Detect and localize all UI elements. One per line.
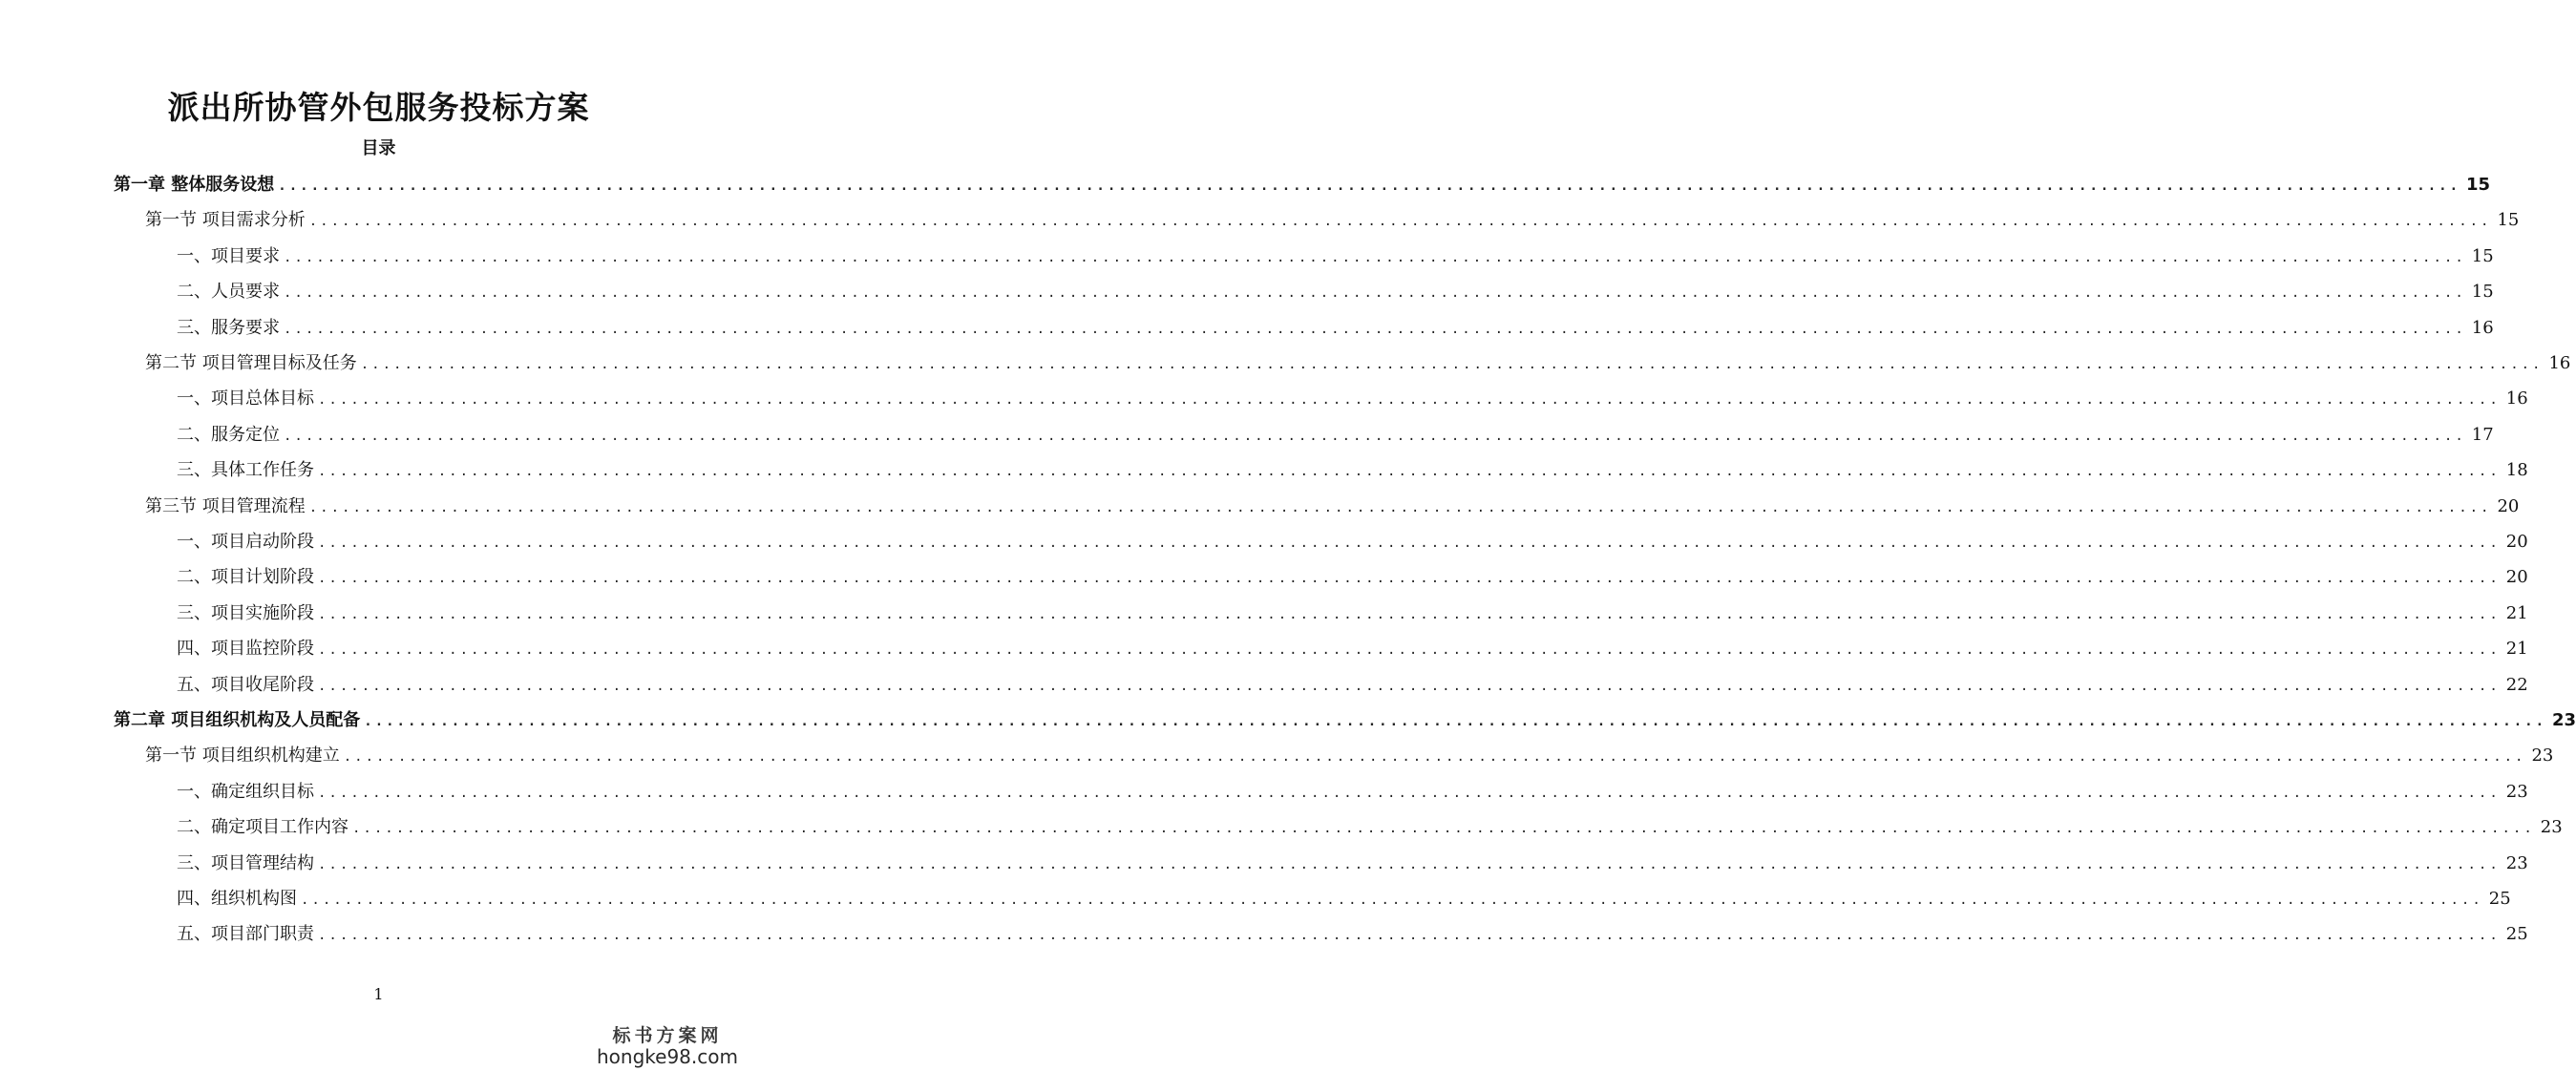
toc-entry-label: 四、组织机构图 (177, 889, 297, 909)
toc-entry-page: 23 (2505, 781, 2528, 802)
toc-entry[interactable] (177, 240, 2494, 268)
toc-entry-page: 17 (2471, 424, 2494, 445)
toc-entry[interactable] (145, 346, 2571, 375)
toc-leader-dots: ........................................................................................................................................................................................................ (318, 536, 2501, 551)
toc-entry-label: 第二章 项目组织机构及人员配备 (114, 710, 361, 730)
toc-entry-label: 五、项目收尾阶段 (177, 674, 314, 695)
toc-leader-dots: ........................................................................................................................................................................................................ (318, 678, 2501, 694)
toc-leader-dots: ........................................................................................................................................................................................................ (318, 856, 2501, 872)
toc-entry-label: 第一节 项目需求分析 (145, 210, 306, 231)
toc-leader-dots: ........................................................................................................................................................................................................ (301, 892, 2483, 908)
toc-entry-page: 23 (2531, 746, 2554, 766)
toc-entry[interactable] (177, 453, 2528, 482)
toc-leader-dots: ........................................................................................................................................................................................................ (318, 642, 2501, 659)
toc-entry[interactable] (145, 739, 2554, 767)
toc-entry-page: 20 (2497, 495, 2520, 516)
toc-entry-label: 二、服务定位 (177, 424, 280, 445)
toc-leader-dots: ........................................................................................................................................................................................................ (284, 321, 2466, 337)
toc-leader-dots: ........................................................................................................................................................................................................ (284, 249, 2466, 265)
toc-entry[interactable] (177, 668, 2528, 697)
toc-entry[interactable] (177, 882, 2511, 911)
toc-entry-page: 15 (2471, 245, 2494, 266)
toc-entry-page: 16 (2471, 317, 2494, 338)
toc-leader-dots: ........................................................................................................................................................................................................ (318, 464, 2501, 480)
toc-leader-dots: ........................................................................................................................................................................................................ (360, 357, 2544, 372)
toc-leader-dots: ........................................................................................................................................................................................................ (352, 821, 2535, 837)
toc-leader-dots: ........................................................................................................................................................................................................ (284, 428, 2466, 444)
toc-entry-page: 22 (2505, 674, 2528, 695)
toc-entry[interactable] (177, 525, 2528, 554)
toc-entry-label: 三、服务要求 (177, 317, 280, 338)
page-number: 1 (373, 985, 384, 1003)
toc-entry-page: 25 (2488, 889, 2511, 909)
toc-entry-page: 20 (2505, 532, 2528, 552)
toc-entry-label: 第一章 整体服务设想 (114, 175, 275, 195)
toc-entry[interactable] (145, 490, 2520, 518)
toc-entry-page: 21 (2505, 639, 2528, 660)
watermark-url-text: hongke98.com (597, 1045, 738, 1068)
toc-leader-dots: ........................................................................................................................................................................................................ (318, 571, 2501, 587)
toc-entry[interactable] (177, 632, 2528, 661)
toc-entry[interactable] (177, 597, 2528, 625)
watermark-chinese-text: 标书方案网 (612, 1025, 723, 1046)
toc-entry-page: 15 (2466, 175, 2491, 195)
toc-entry-label: 五、项目部门职责 (177, 924, 314, 945)
toc-entry[interactable] (177, 847, 2528, 875)
toc-entry-label: 第一节 项目组织机构建立 (145, 746, 340, 766)
toc-leader-dots: ........................................................................................................................................................................................................ (318, 785, 2501, 801)
toc-entry-page: 23 (2552, 710, 2576, 730)
toc-entry-label: 二、人员要求 (177, 282, 280, 303)
toc-entry-page: 16 (2548, 353, 2571, 373)
toc-entry-label: 三、项目实施阶段 (177, 602, 314, 623)
toc-leader-dots: ........................................................................................................................................................................................................ (364, 714, 2547, 729)
toc-entry[interactable] (145, 203, 2520, 232)
toc-entry-page: 25 (2505, 924, 2528, 945)
toc-entry[interactable] (114, 704, 2576, 732)
toc-entry-page: 23 (2505, 852, 2528, 873)
toc-leader-dots: ........................................................................................................................................................................................................ (318, 928, 2501, 944)
toc-entry[interactable] (177, 275, 2494, 304)
toc-leader-dots: ........................................................................................................................................................................................................ (318, 606, 2501, 622)
toc-entry[interactable] (177, 775, 2528, 804)
toc-entry-page: 15 (2497, 210, 2520, 231)
toc-entry[interactable] (177, 917, 2528, 946)
toc-entry-page: 16 (2505, 388, 2528, 410)
toc-entry[interactable] (177, 382, 2528, 410)
toc-entry[interactable] (177, 311, 2494, 340)
toc-entry[interactable] (114, 168, 2491, 197)
toc-entry-page: 15 (2471, 282, 2494, 303)
toc-entry-label: 三、项目管理结构 (177, 852, 314, 873)
toc-entry-label: 一、项目启动阶段 (177, 532, 314, 552)
toc-entry-label: 一、项目要求 (177, 245, 280, 266)
toc-leader-dots: ........................................................................................................................................................................................................ (318, 392, 2501, 409)
toc-entry[interactable] (177, 560, 2528, 589)
toc-entry-label: 第三节 项目管理流程 (145, 495, 306, 516)
toc-entry-label: 一、确定组织目标 (177, 781, 314, 802)
document-title: 派出所协管外包服务投标方案 (167, 89, 590, 126)
toc-entry-page: 23 (2540, 817, 2563, 838)
toc-entry-label: 三、具体工作任务 (177, 460, 314, 481)
toc-entry-page: 20 (2505, 567, 2528, 588)
toc-entry-label: 一、项目总体目标 (177, 388, 314, 410)
toc-leader-dots: ........................................................................................................................................................................................................ (278, 178, 2461, 194)
toc-heading: 目录 (361, 138, 396, 158)
toc-leader-dots: ........................................................................................................................................................................................................ (308, 499, 2492, 515)
watermark-logo (591, 1021, 744, 1068)
toc-entry-label: 四、项目监控阶段 (177, 639, 314, 660)
toc-entry-label: 二、确定项目工作内容 (177, 817, 348, 838)
toc-entry-label: 第二节 项目管理目标及任务 (145, 353, 357, 373)
toc-entry-page: 18 (2505, 460, 2528, 481)
toc-entry[interactable] (177, 810, 2563, 839)
toc-leader-dots: ........................................................................................................................................................................................................ (308, 214, 2492, 230)
toc-leader-dots: ........................................................................................................................................................................................................ (343, 749, 2526, 766)
toc-entry-label: 二、项目计划阶段 (177, 567, 314, 588)
toc-leader-dots: ........................................................................................................................................................................................................ (284, 285, 2466, 302)
toc-entry[interactable] (177, 418, 2494, 447)
toc-entry-page: 21 (2505, 602, 2528, 623)
